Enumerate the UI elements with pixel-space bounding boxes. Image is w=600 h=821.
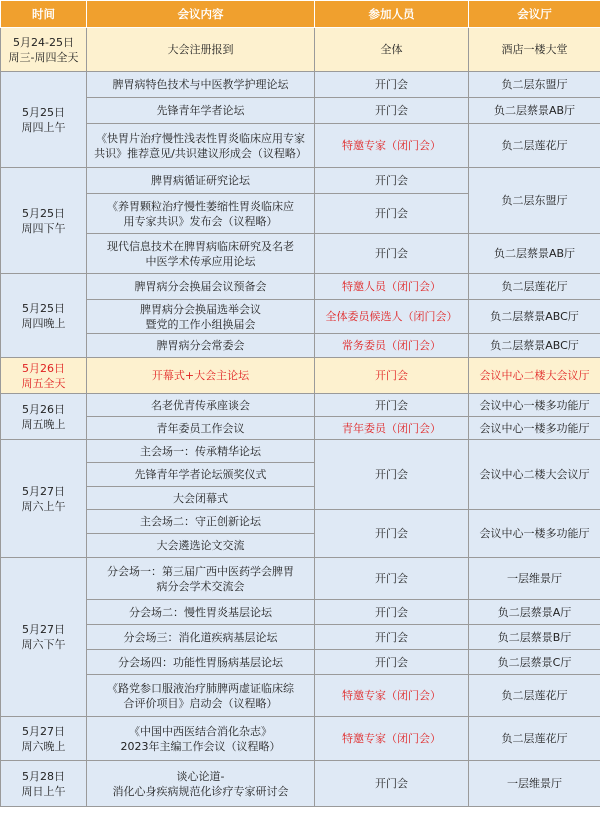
- hall-cell: 负二层蔡景B厅: [469, 625, 600, 650]
- date-text: 5月27日: [22, 623, 65, 636]
- content-line: 中医学术传承应用论坛: [145, 254, 256, 268]
- hall-cell: 一层维景厅: [469, 761, 600, 807]
- table-row: [1, 334, 600, 358]
- attendees-cell: 开门会: [315, 72, 469, 98]
- table-row: [1, 234, 600, 274]
- content-line: 《快胃片治疗慢性浅表性胃炎临床应用专家: [96, 131, 305, 145]
- table-row: [1, 124, 600, 168]
- attendees-cell: 常务委员（闭门会）: [315, 334, 469, 358]
- content-cell: 先锋青年学者论坛: [87, 98, 315, 124]
- content-cell: 大会注册报到: [87, 28, 315, 72]
- table-row: [1, 440, 600, 463]
- time-cell: [1, 761, 87, 807]
- hall-cell: 会议中心二楼大会议厅: [469, 440, 600, 510]
- table-row: [1, 28, 600, 72]
- time-cell: [1, 717, 87, 761]
- content-line: 暨党的工作小组换届会: [145, 317, 256, 331]
- period-text: 周四上午: [21, 120, 66, 134]
- hall-cell: 负二层莲花厅: [469, 274, 600, 300]
- content-cell: [87, 234, 315, 274]
- content-cell: 分会场二：慢性胃炎基层论坛: [87, 600, 315, 625]
- table-row: [1, 300, 600, 334]
- content-cell: 名老优青传承座谈会: [87, 394, 315, 417]
- hall-cell: 负二层莲花厅: [469, 675, 600, 717]
- period-text: 周四下午: [21, 221, 66, 235]
- table-row: [1, 417, 600, 440]
- content-cell: [87, 717, 315, 761]
- header-content: 会议内容: [87, 1, 315, 28]
- content-cell: [87, 675, 315, 717]
- content-cell: 先锋青年学者论坛颁奖仪式: [87, 463, 315, 487]
- table-row: [1, 761, 600, 807]
- table-row: [1, 558, 600, 600]
- table-row: [1, 600, 600, 625]
- content-cell: 大会闭幕式: [87, 487, 315, 510]
- hall-cell: 负二层东盟厅: [469, 72, 600, 98]
- content-line: 《中国中西医结合消化杂志》: [129, 724, 272, 738]
- attendees-cell: 开门会: [315, 510, 469, 558]
- hall-cell: 会议中心二楼大会议厅: [469, 358, 600, 394]
- table-row: [1, 72, 600, 98]
- content-cell: [87, 194, 315, 234]
- header-attendees: 参加人员: [315, 1, 469, 28]
- attendees-cell: 青年委员（闭门会）: [315, 417, 469, 440]
- date-text: 5月24-25日: [13, 35, 74, 49]
- hall-cell: 负二层莲花厅: [469, 124, 600, 168]
- hall-cell: 负二层蔡景AB厅: [469, 98, 600, 124]
- content-line: 消化心身疾病规范化诊疗专家研讨会: [112, 784, 289, 798]
- content-cell: [87, 300, 315, 334]
- period-text: 周六上午: [21, 499, 66, 513]
- content-line: 《养胃颗粒治疗慢性萎缩性胃炎临床应: [107, 199, 294, 213]
- time-cell: [1, 168, 87, 274]
- attendees-cell: 全体委员候选人（闭门会）: [315, 300, 469, 334]
- date-text: 5月27日: [22, 724, 65, 738]
- content-line: 病分会学术交流会: [156, 579, 245, 593]
- content-cell: 分会场四：功能性胃肠病基层论坛: [87, 650, 315, 675]
- hall-cell: 负二层蔡景A厅: [469, 600, 600, 625]
- table-row: [1, 675, 600, 717]
- table-row: [1, 358, 600, 394]
- period-text: 周六晚上: [21, 739, 66, 753]
- attendees-cell: 开门会: [315, 440, 469, 510]
- attendees-cell: 全体: [315, 28, 469, 72]
- date-text: 5月27日: [22, 484, 65, 498]
- hall-cell: 负二层蔡景AB厅: [469, 234, 600, 274]
- table-row: [1, 625, 600, 650]
- content-line: 合评价项目》启动会（议程略）: [123, 696, 278, 710]
- period-text: 周六下午: [21, 638, 66, 651]
- time-cell: [1, 440, 87, 558]
- content-cell: 脾胃病循证研究论坛: [87, 168, 315, 194]
- table-row: [1, 168, 600, 194]
- date-text: 5月28日: [22, 769, 65, 783]
- period-text: 周五全天: [21, 376, 66, 390]
- content-line: 脾胃病分会换届选举会议: [140, 302, 261, 316]
- attendees-cell: 特邀专家（闭门会）: [315, 675, 469, 717]
- content-cell: 开幕式+大会主论坛: [87, 358, 315, 394]
- hall-cell: 酒店一楼大堂: [469, 28, 600, 72]
- content-line: 用专家共识》发布会（议程略）: [123, 214, 278, 228]
- period-text: 周三-周四全天: [8, 50, 79, 64]
- date-text: 5月25日: [22, 301, 65, 315]
- header-row: [1, 1, 600, 28]
- table-row: [1, 510, 600, 534]
- time-cell: [1, 394, 87, 440]
- time-cell: [1, 28, 87, 72]
- content-line: 谈心论道-: [176, 769, 225, 783]
- time-cell: [1, 72, 87, 168]
- date-text: 5月26日: [22, 402, 65, 416]
- table-row: [1, 717, 600, 761]
- attendees-cell: 开门会: [315, 358, 469, 394]
- period-text: 周五晚上: [21, 417, 66, 431]
- attendees-cell: 开门会: [315, 234, 469, 274]
- hall-cell: 负二层莲花厅: [469, 717, 600, 761]
- table-row: [1, 274, 600, 300]
- hall-cell: 会议中心一楼多功能厅: [469, 417, 600, 440]
- content-cell: [87, 124, 315, 168]
- hall-cell: 负二层蔡景ABC厅: [469, 300, 600, 334]
- attendees-cell: 开门会: [315, 168, 469, 194]
- date-text: 5月25日: [22, 105, 65, 119]
- content-line: 2023年主编工作会议（议程略）: [120, 739, 281, 753]
- attendees-cell: 开门会: [315, 600, 469, 625]
- hall-cell: 负二层蔡景ABC厅: [469, 334, 600, 358]
- period-text: 周四晚上: [21, 316, 66, 330]
- time-cell: [1, 274, 87, 358]
- attendees-cell: 特邀专家（闭门会）: [315, 717, 469, 761]
- header-time: 时间: [1, 1, 87, 28]
- content-line: 现代信息技术在脾胃病临床研究及名老: [107, 239, 294, 253]
- hall-cell: 负二层蔡景C厅: [469, 650, 600, 675]
- attendees-cell: 开门会: [315, 194, 469, 234]
- hall-cell: 会议中心一楼多功能厅: [469, 394, 600, 417]
- content-cell: 分会场三：消化道疾病基层论坛: [87, 625, 315, 650]
- table-row: [1, 98, 600, 124]
- time-cell: [1, 558, 87, 717]
- content-cell: [87, 558, 315, 600]
- date-text: 5月26日: [22, 361, 65, 375]
- attendees-cell: 特邀专家（闭门会）: [315, 124, 469, 168]
- table-row: [1, 650, 600, 675]
- attendees-cell: 特邀人员（闭门会）: [315, 274, 469, 300]
- date-text: 5月25日: [22, 206, 65, 220]
- content-cell: 主会场二：守正创新论坛: [87, 510, 315, 534]
- attendees-cell: 开门会: [315, 98, 469, 124]
- attendees-cell: 开门会: [315, 650, 469, 675]
- content-cell: 青年委员工作会议: [87, 417, 315, 440]
- hall-cell: 会议中心一楼多功能厅: [469, 510, 600, 558]
- content-cell: 大会遴选论文交流: [87, 534, 315, 558]
- hall-cell: 负二层东盟厅: [469, 168, 600, 234]
- content-cell: 脾胃病分会换届会议预备会: [87, 274, 315, 300]
- content-cell: 脾胃病分会常委会: [87, 334, 315, 358]
- content-line: 《路党参口服液治疗肺脾两虚证临床综: [107, 681, 294, 695]
- attendees-cell: 开门会: [315, 558, 469, 600]
- content-cell: 主会场一：传承精华论坛: [87, 440, 315, 463]
- period-text: 周日上午: [21, 784, 66, 798]
- table-row: [1, 394, 600, 417]
- hall-cell: 一层维景厅: [469, 558, 600, 600]
- header-hall: 会议厅: [469, 1, 600, 28]
- attendees-cell: 开门会: [315, 761, 469, 807]
- attendees-cell: 开门会: [315, 625, 469, 650]
- time-cell: [1, 358, 87, 394]
- content-cell: 脾胃病特色技术与中医教学护理论坛: [87, 72, 315, 98]
- attendees-cell: 开门会: [315, 394, 469, 417]
- content-line: 分会场一：第三届广西中医药学会脾胃: [107, 564, 294, 578]
- content-cell: [87, 761, 315, 807]
- content-line: 共识》推荐意见/共识建议形成会（议程略）: [94, 146, 307, 160]
